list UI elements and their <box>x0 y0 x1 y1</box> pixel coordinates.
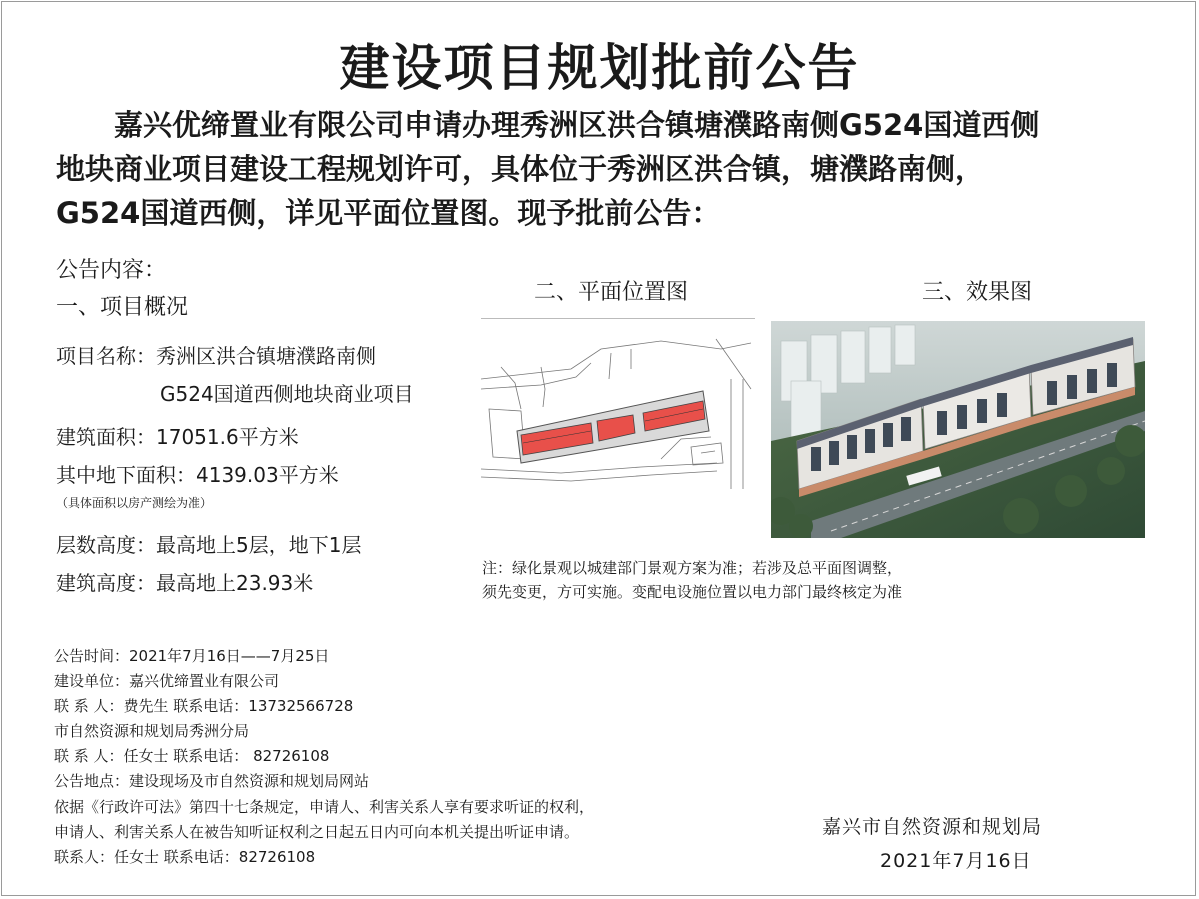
note-line2: 须先变更，方可实施。变配电设施位置以电力部门最终核定为准 <box>482 583 903 601</box>
intro-line-1: 嘉兴优缔置业有限公司申请办理秀洲区洪合镇塘濮路南侧G524国道西侧 <box>114 108 1040 142</box>
underground-area: 其中地下面积：4139.03平方米 <box>56 463 339 487</box>
footer-law1: 依据《行政许可法》第四十七条规定，申请人、利害关系人享有要求听证的权利， <box>54 798 595 816</box>
floors-info: 层数高度：最高地上5层，地下1层 <box>56 533 362 557</box>
footer-contact1: 联 系 人：费先生 联系电话：13732566728 <box>54 697 354 715</box>
note-line1: 注：绿化景观以城建部门景观方案为准；若涉及总平面图调整， <box>482 559 903 577</box>
project-name-line1: 项目名称：秀洲区洪合镇塘濮路南侧 <box>56 344 376 368</box>
intro-line-2: 地块商业项目建设工程规划许可，具体位于秀洲区洪合镇，塘濮路南侧， <box>56 152 985 186</box>
footer-location: 公告地点：建设现场及市自然资源和规划局网站 <box>54 772 370 790</box>
footer-law2: 申请人、利害关系人在被告知听证权利之日起五日内可向本机关提出听证申请。 <box>54 823 580 841</box>
height-info: 建筑高度：最高地上23.93米 <box>56 571 314 595</box>
footer-period: 公告时间：2021年7月16日——7月25日 <box>54 647 330 665</box>
footer-builder: 建设单位：嘉兴优缔置业有限公司 <box>54 672 280 690</box>
floor-area: 建筑面积：17051.6平方米 <box>56 425 299 449</box>
footer-bureau: 市自然资源和规划局秀洲分局 <box>54 722 250 740</box>
rendering-image <box>771 321 1145 538</box>
content-label: 公告内容： <box>56 258 167 283</box>
site-plan-image <box>481 318 755 489</box>
area-note: （具体面积以房产测绘为准） <box>56 496 213 510</box>
signature-date: 2021年7月16日 <box>880 850 1032 872</box>
footer-contact2: 联 系 人：任女士 联系电话： 82726108 <box>54 747 330 765</box>
section1-heading: 一、项目概况 <box>56 295 189 320</box>
site-plan-drawing <box>481 319 755 489</box>
rendering-drawing <box>771 321 1145 538</box>
signature-org: 嘉兴市自然资源和规划局 <box>822 816 1043 838</box>
footer-contact3: 联系人：任女士 联系电话：82726108 <box>54 848 316 866</box>
section2-heading: 二、平面位置图 <box>534 280 689 305</box>
project-name-line2: G524国道西侧地块商业项目 <box>160 382 414 406</box>
notice-title: 建设项目规划批前公告 <box>339 39 860 97</box>
section3-heading: 三、效果图 <box>922 280 1033 305</box>
intro-line-3: G524国道西侧，详见平面位置图。现予批前公告： <box>56 196 721 230</box>
intro-paragraph <box>56 103 1166 235</box>
